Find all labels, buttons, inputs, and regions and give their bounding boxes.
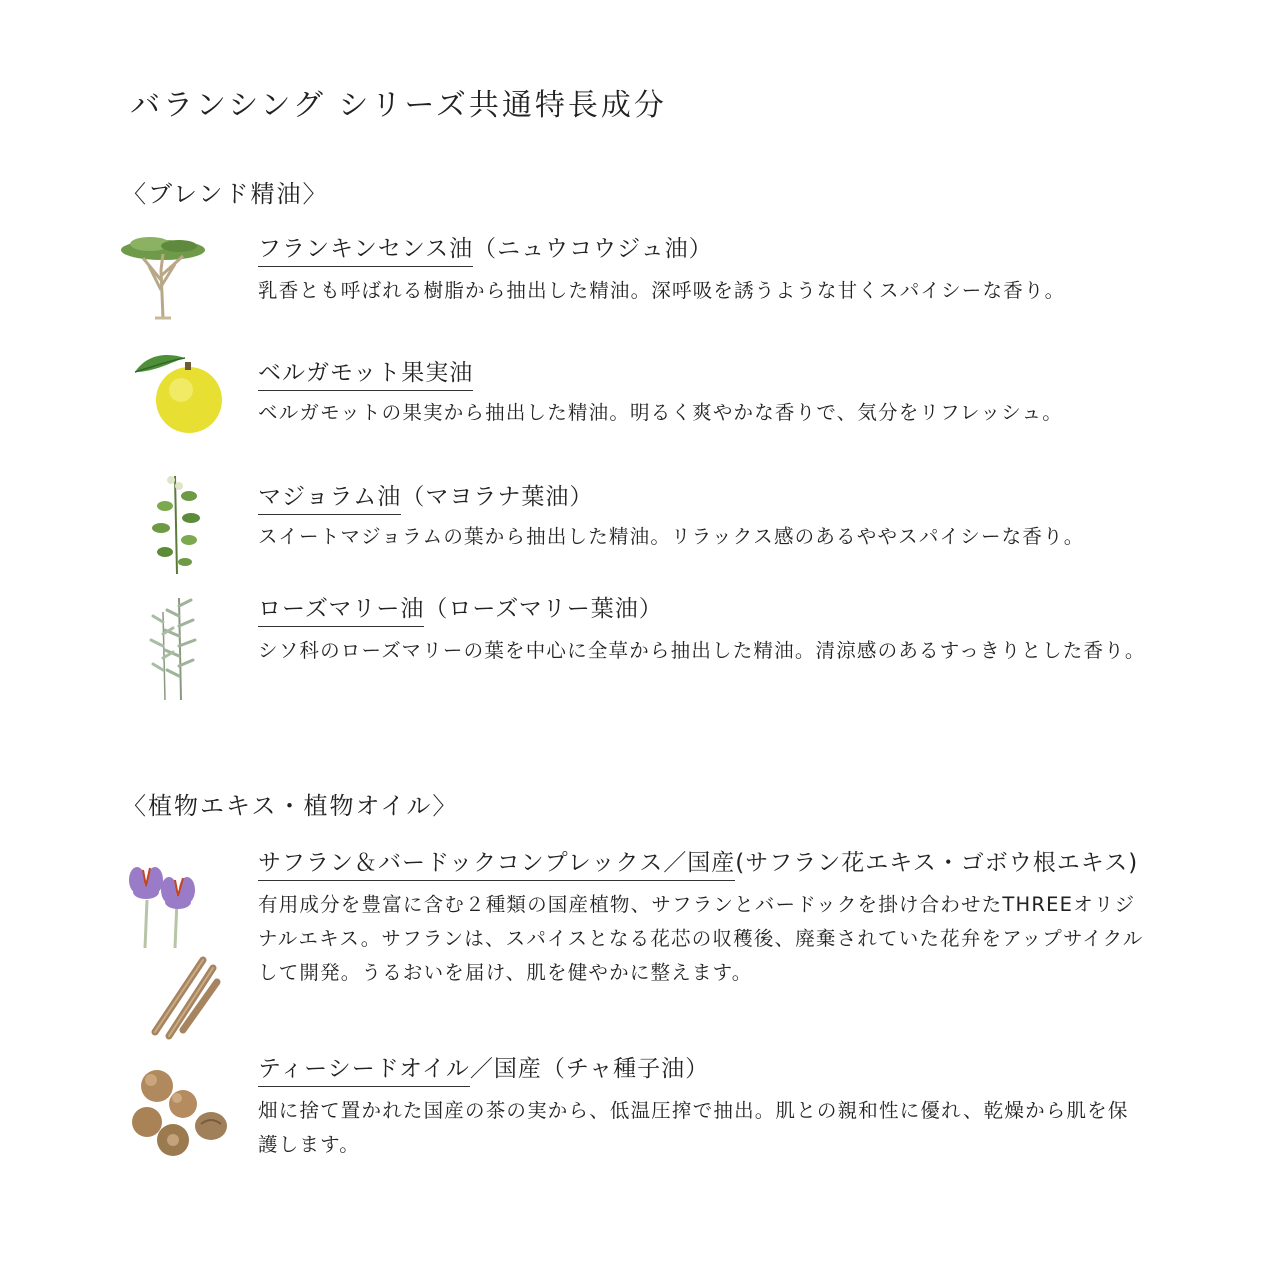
saffron-burdock-icon [105,850,235,1050]
ingredient-name: ティーシードオイル [258,1050,470,1087]
ingredient-name: ベルガモット果実油 [258,354,473,391]
ingredient-inci: （マヨラナ葉油） [401,484,594,510]
ingredient-name: ローズマリー油 [258,590,424,627]
ingredient-title [258,478,593,515]
ingredient-description: ベルガモットの果実から抽出した精油。明るく爽やかな香りで、気分をリフレッシュ。 [258,401,1063,424]
ingredient-description: 有用成分を豊富に含む２種類の国産植物、サフランとバードックを掛け合わせたTHREEオリジナルエキス。サフランは、スパイスとなる花芯の収穫後、廃棄されていた花弁をアップサイクルして開発。うるおいを届け、肌を健やかに整えます。 [258,893,1144,984]
bergamot-fruit-icon [105,350,225,440]
tea-seed-icon [105,1058,235,1168]
ingredient-title [258,1050,709,1087]
ingredient-description: 乳香とも呼ばれる樹脂から抽出した精油。深呼吸を誘うような甘くスパイシーな香り。 [258,279,1066,302]
rosemary-herb-icon [105,592,215,702]
frankincense-tree-icon [105,230,215,325]
ingredient-description: スイートマジョラムの葉から抽出した精油。リラックス感のあるややスパイシーな香り。 [258,525,1085,548]
ingredient-title [258,844,1138,881]
section-heading-essential-oils: 〈ブレンド精油〉 [122,180,329,208]
ingredient-title [258,354,473,391]
ingredient-name: サフラン＆バードックコンプレックス／国産 [258,844,735,881]
ingredient-title [258,230,713,267]
ingredient-name: マジョラム油 [258,478,401,515]
section-heading-plant-extracts: 〈植物エキス・植物オイル〉 [122,792,459,820]
marjoram-herb-icon [105,466,215,576]
ingredient-description: シソ科のローズマリーの葉を中心に全草から抽出した精油。清涼感のあるすっきりとした香り。 [258,639,1146,662]
ingredient-inci: (サフラン花エキス・ゴボウ根エキス) [735,850,1139,876]
ingredient-name: フランキンセンス油 [258,230,473,267]
ingredient-inci: （ローズマリー葉油） [424,596,663,622]
ingredient-title [258,590,663,627]
ingredient-description: 畑に捨て置かれた国産の茶の実から、低温圧搾で抽出。肌との親和性に優れ、乾燥から肌を保護します。 [258,1099,1129,1156]
ingredient-inci: （ニュウコウジュ油） [473,236,713,262]
page-title: バランシング シリーズ共通特長成分 [130,88,667,123]
ingredient-inci: ／国産（チャ種子油） [469,1056,710,1082]
